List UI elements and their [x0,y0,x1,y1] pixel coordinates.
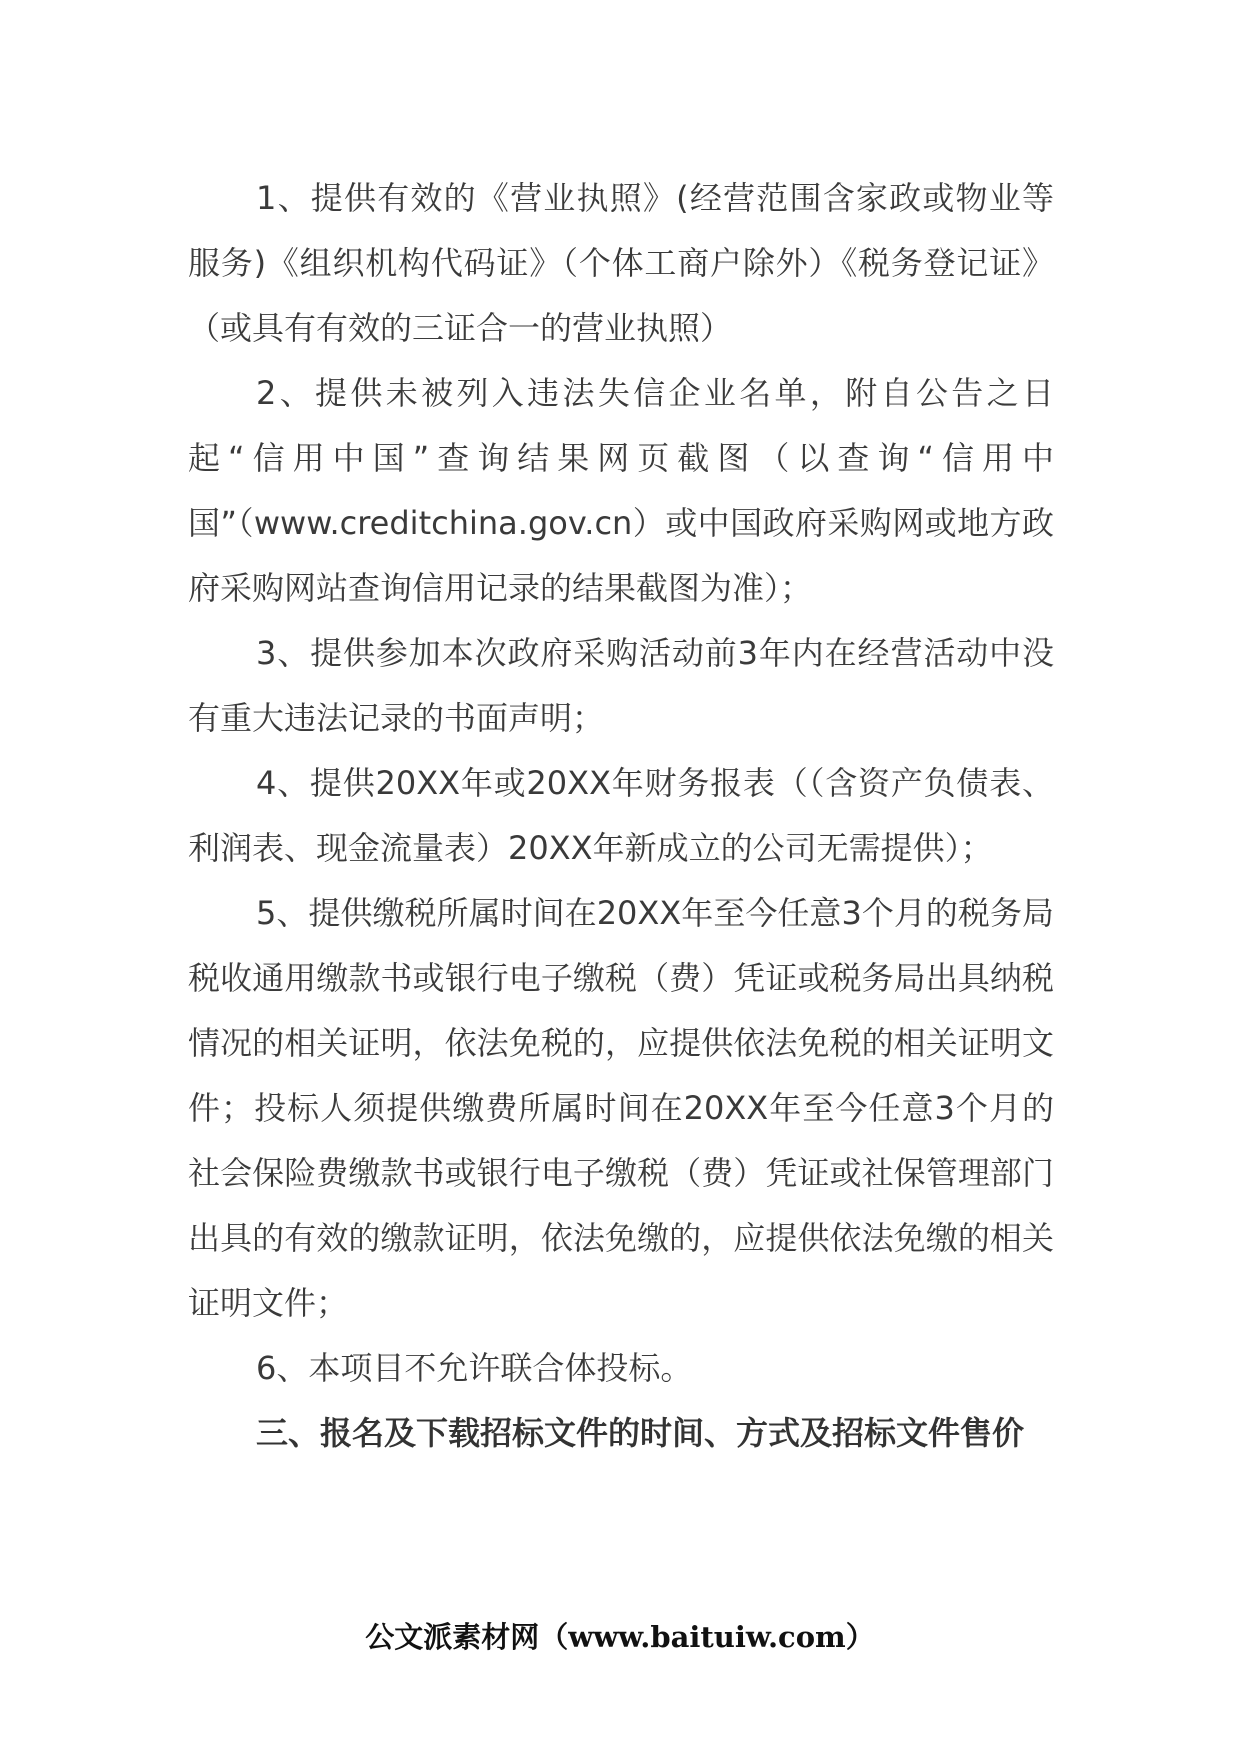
paragraph-1: 1、提供有效的《营业执照》(经营范围含家政或物业等服务)《组织机构代码证》（个体工商户除外）《税务登记证》（或具有有效的三证合一的营业执照） [188,179,1054,347]
paragraph-3: 3、提供参加本次政府采购活动前3年内在经营活动中没有重大违法记录的书面声明； [188,634,1054,737]
document-body [188,166,1054,1465]
paragraph-5: 5、提供缴税所属时间在20XX年至今任意3个月的税务局税收通用缴款书或银行电子缴税（费）凭证或税务局出具纳税情况的相关证明，依法免税的，应提供依法免税的相关证明文件；投标人须提供缴费所属时间在20XX年至今任意3个月的社会保险费缴款书或银行电子缴税（费）凭证或社保管理部门出具的有效的缴款证明，依法免缴的，应提供依法免缴的相关证明文件； [188,894,1054,1322]
paragraph-6: 6、本项目不允许联合体投标。 [256,1349,693,1387]
footer-watermark: 公文派素材网（www.baituiw.com） [365,1620,875,1654]
paragraph-2: 2、提供未被列入违法失信企业名单，附自公告之日起“信用中国”查询结果网页截图（以查询“信用中国”（www.creditchina.gov.cn）或中国政府采购网或地方政府采购网站查询信用记录的结果截图为准）； [188,374,1054,607]
paragraph-4: 4、提供20XX年或20XX年财务报表（（含资产负债表、利润表、现金流量表）20XX年新成立的公司无需提供）； [188,764,1054,867]
section-heading: 三、报名及下载招标文件的时间、方式及招标文件售价 [256,1414,1025,1452]
